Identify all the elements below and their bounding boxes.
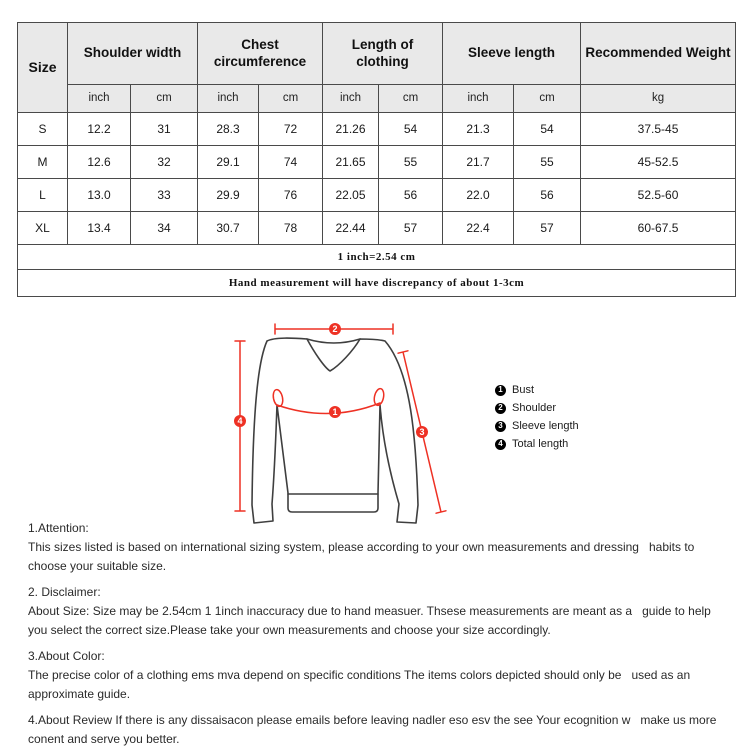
value-cell: 52.5-60 (581, 179, 736, 212)
value-cell: 22.4 (443, 212, 514, 245)
value-cell: 56 (514, 179, 581, 212)
unit-header: inch (323, 85, 379, 113)
column-header: Size (18, 23, 68, 113)
value-cell: 22.44 (323, 212, 379, 245)
notes (28, 519, 730, 756)
legend-label: Total length (512, 438, 569, 450)
unit-header: kg (581, 85, 736, 113)
note-body: About Size: Size may be 2.54cm 1 1inch inaccuracy due to hand measuer. Thsese measurements are meant as a guide to help you select the correct size.Please take your own measurements and choose your size accordingly. (28, 604, 715, 637)
size-table-body (18, 113, 736, 297)
value-cell: 21.26 (323, 113, 379, 146)
sleeve-measure-line (398, 351, 446, 513)
bust-marker-number: 1 (332, 407, 338, 417)
size-label-cell: M (18, 146, 68, 179)
value-cell: 45-52.5 (581, 146, 736, 179)
column-header: Length of clothing (323, 23, 443, 85)
value-cell: 57 (379, 212, 443, 245)
bust-measure-line (272, 388, 385, 418)
legend-number-bullet: 1 (495, 385, 506, 396)
unit-header: inch (198, 85, 259, 113)
table-footnote-text: Hand measurement will have discrepancy of about 1-3cm (18, 270, 736, 297)
value-cell: 22.0 (443, 179, 514, 212)
unit-header: cm (131, 85, 198, 113)
value-cell: 29.9 (198, 179, 259, 212)
value-cell: 30.7 (198, 212, 259, 245)
legend-label: Sleeve length (512, 420, 579, 432)
sweater-measurement-diagram (225, 313, 485, 527)
unit-header: inch (68, 85, 131, 113)
legend-item (495, 381, 579, 399)
diagram-legend (495, 381, 579, 453)
legend-item (495, 435, 579, 453)
value-cell: 28.3 (198, 113, 259, 146)
value-cell: 13.4 (68, 212, 131, 245)
note-paragraph (28, 519, 730, 576)
value-cell: 55 (379, 146, 443, 179)
legend-item (495, 399, 579, 417)
value-cell: 33 (131, 179, 198, 212)
note-heading: 3.About Color: (28, 649, 105, 663)
size-table-head (18, 23, 736, 113)
shoulder-marker-number: 2 (332, 324, 338, 334)
sweater-outline (252, 338, 418, 523)
legend-label: Bust (512, 384, 535, 396)
table-footnote-row (18, 270, 736, 297)
value-cell: 55 (514, 146, 581, 179)
column-header: Recommended Weight (581, 23, 736, 85)
value-cell: 29.1 (198, 146, 259, 179)
value-cell: 54 (514, 113, 581, 146)
legend-number-bullet: 3 (495, 421, 506, 432)
table-row (18, 179, 736, 212)
total-length-marker-number: 4 (237, 416, 243, 426)
note-body: This sizes listed is based on international sizing system, please according to your own measurements and dressing habits to choose your suitable size. (28, 540, 698, 573)
legend-number-bullet: 4 (495, 439, 506, 450)
value-cell: 72 (259, 113, 323, 146)
total-length-measure-line (234, 341, 246, 511)
value-cell: 37.5-45 (581, 113, 736, 146)
column-header: Chest circumference (198, 23, 323, 85)
value-cell: 22.05 (323, 179, 379, 212)
value-cell: 21.7 (443, 146, 514, 179)
table-footnote-text: 1 inch=2.54 cm (18, 245, 736, 270)
legend-item (495, 417, 579, 435)
value-cell: 32 (131, 146, 198, 179)
value-cell: 56 (379, 179, 443, 212)
value-cell: 21.65 (323, 146, 379, 179)
sleeve-marker-number: 3 (419, 427, 425, 437)
note-paragraph (28, 647, 730, 704)
value-cell: 60-67.5 (581, 212, 736, 245)
note-body: The precise color of a clothing ems mva depend on specific conditions The items colors depicted should only be used as an approximate guide. (28, 668, 694, 701)
value-cell: 12.6 (68, 146, 131, 179)
table-row (18, 146, 736, 179)
shoulder-measure-line (275, 323, 393, 335)
legend-number-bullet: 2 (495, 403, 506, 414)
value-cell: 13.0 (68, 179, 131, 212)
value-cell: 34 (131, 212, 198, 245)
note-paragraph (28, 583, 730, 640)
value-cell: 12.2 (68, 113, 131, 146)
value-cell: 57 (514, 212, 581, 245)
value-cell: 78 (259, 212, 323, 245)
table-footnote-row (18, 245, 736, 270)
size-label-cell: L (18, 179, 68, 212)
value-cell: 76 (259, 179, 323, 212)
value-cell: 21.3 (443, 113, 514, 146)
unit-header: cm (259, 85, 323, 113)
unit-header: cm (514, 85, 581, 113)
column-header: Sleeve length (443, 23, 581, 85)
table-row (18, 212, 736, 245)
back-collar-line (307, 339, 360, 343)
note-paragraph (28, 711, 730, 749)
size-label-cell: XL (18, 212, 68, 245)
left-armpit-loop (272, 389, 284, 407)
value-cell: 54 (379, 113, 443, 146)
size-table (17, 22, 736, 297)
unit-header: cm (379, 85, 443, 113)
note-body: 4.About Review If there is any dissaisacon please emails before leaving nadler eso esv the see Your ecognition w make us more conent and serve you better. (28, 713, 720, 746)
legend-label: Shoulder (512, 402, 557, 414)
note-heading: 1.Attention: (28, 521, 89, 535)
unit-header: inch (443, 85, 514, 113)
note-heading: 2. Disclaimer: (28, 585, 101, 599)
value-cell: 31 (131, 113, 198, 146)
size-label-cell: S (18, 113, 68, 146)
table-row (18, 113, 736, 146)
column-header: Shoulder width (68, 23, 198, 85)
value-cell: 74 (259, 146, 323, 179)
